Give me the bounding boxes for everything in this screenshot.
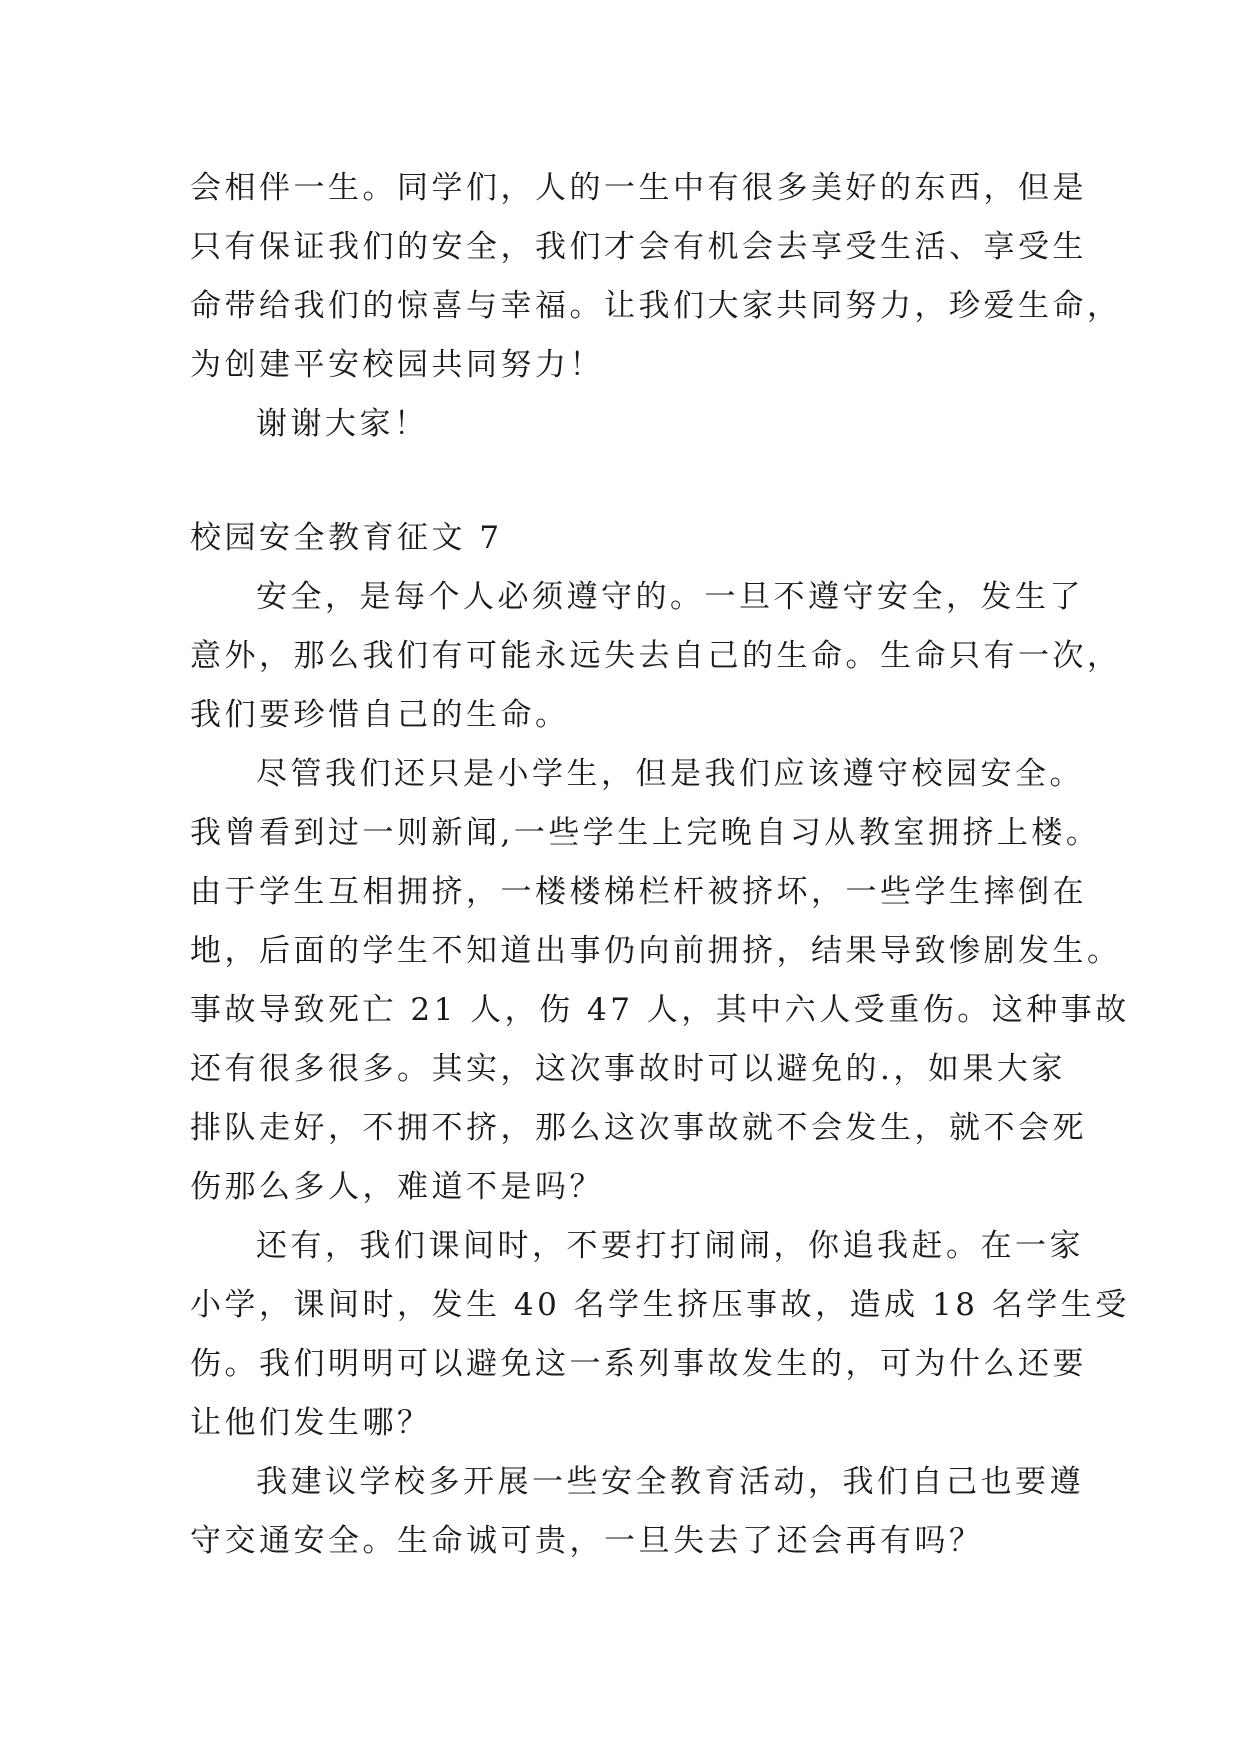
text-line: 事故导致死亡 21 人，伤 47 人，其中六人受重伤。这种事故 [190,992,1130,1028]
text-line: 意外，那么我们有可能永远失去自己的生命。生命只有一次， [190,638,1122,674]
text-line: 小学，课间时，发生 40 名学生挤压事故，造成 18 名学生受 [190,1287,1130,1323]
text-line: 我曾看到过一则新闻,一些学生上完晚自习从教室拥挤上楼。 [190,815,1101,851]
section-heading: 校园安全教育征文 7 [190,520,503,556]
text-line: 由于学生互相拥挤，一楼楼梯栏杆被挤坏，一些学生摔倒在 [190,874,1087,910]
text-line: 伤。我们明明可以避免这一系列事故发生的，可为什么还要 [190,1346,1087,1382]
text-line: 地，后面的学生不知道出事仍向前拥挤，结果导致惨剧发生。 [190,933,1122,969]
text-line: 只有保证我们的安全，我们才会有机会去享受生活、享受生 [190,229,1087,265]
text-line: 排队走好，不拥不挤，那么这次事故就不会发生，就不会死 [190,1110,1087,1146]
text-line: 会相伴一生。同学们，人的一生中有很多美好的东西，但是 [190,170,1087,206]
text-line: 安全，是每个人必须遵守的。一旦不遵守安全，发生了 [256,579,1084,615]
text-line: 让他们发生哪？ [190,1405,432,1441]
text-line: 还有，我们课间时，不要打打闹闹，你追我赶。在一家 [256,1228,1084,1264]
text-line: 尽管我们还只是小学生，但是我们应该遵守校园安全。 [256,756,1084,792]
closing-line: 谢谢大家！ [256,406,429,442]
text-line: 我们要珍惜自己的生命。 [190,697,570,733]
text-line: 还有很多很多。其实，这次事故时可以避免的.，如果大家 [190,1051,1066,1087]
text-line: 守交通安全。生命诚可贵，一旦失去了还会再有吗？ [190,1523,984,1559]
text-line: 命带给我们的惊喜与幸福。让我们大家共同努力，珍爱生命， [190,288,1122,324]
text-line: 伤那么多人，难道不是吗？ [190,1169,604,1205]
text-line: 我建议学校多开展一些安全教育活动，我们自己也要遵 [256,1464,1084,1500]
text-line: 为创建平安校园共同努力！ [190,347,604,383]
